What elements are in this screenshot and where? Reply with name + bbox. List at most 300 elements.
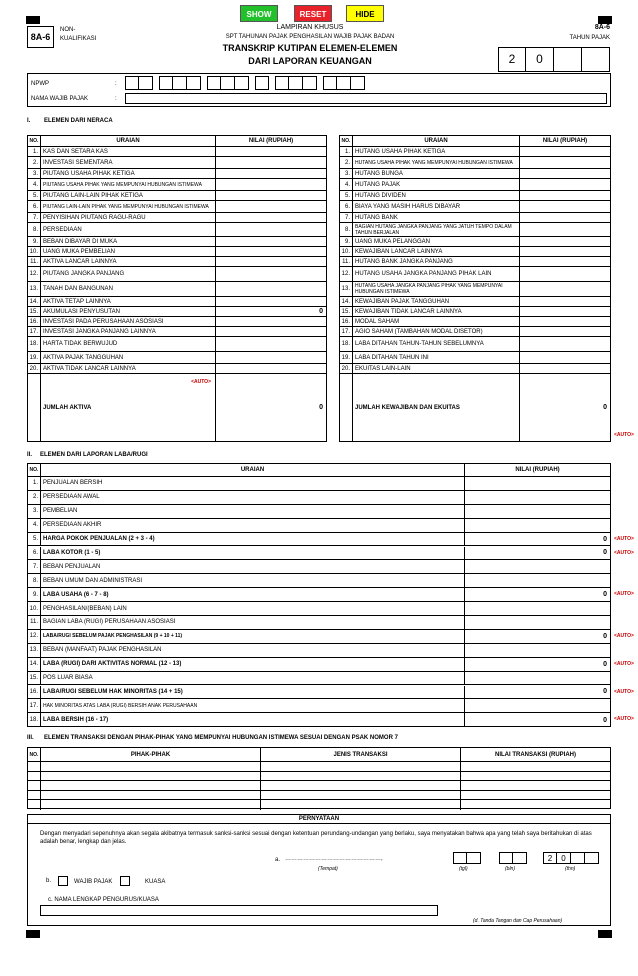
row-value-input[interactable] (520, 179, 610, 190)
row-value-input[interactable] (465, 644, 610, 657)
table-row (28, 364, 326, 374)
table-row (28, 713, 610, 727)
row-number: 3. (28, 169, 41, 178)
table-row (28, 699, 610, 713)
col-uraian: URAIAN (41, 136, 216, 146)
row-value-input[interactable]: 0 (603, 716, 607, 724)
row-number: 12. (28, 630, 41, 643)
row-value-input[interactable]: 0 (603, 535, 607, 543)
row-value-input[interactable] (465, 477, 610, 490)
row-label: AKTIVA LANCAR LAINNYA (41, 257, 216, 266)
row-value-input[interactable] (216, 247, 326, 256)
col-nilai: NILAI (RUPIAH) (542, 138, 588, 144)
row-number: 15. (340, 307, 353, 316)
row-label: HUTANG DIVIDEN (353, 191, 520, 200)
table-row (28, 658, 610, 672)
row-value-input[interactable] (520, 237, 610, 246)
row-number: 2. (28, 491, 41, 504)
col-no: NO. (28, 136, 41, 146)
row-label: MODAL SAHAM (353, 317, 520, 326)
row-label: LABA/RUGI SEBELUM PAJAK PENGHASILAN (9 + 10 + 11) (41, 630, 465, 643)
row-label: HUTANG USAHA PIHAK KETIGA (353, 147, 520, 156)
row-label: INVESTASI JANGKA PANJANG LAINNYA (41, 327, 216, 336)
row-number: 8. (28, 223, 41, 236)
row-value-input[interactable] (520, 201, 610, 212)
table-row (28, 533, 610, 547)
total-value: 0 (319, 404, 323, 411)
row-label: INVESTASI PADA PERUSAHAAN ASOSIASI (41, 317, 216, 326)
corner-mark (26, 16, 40, 24)
table-cell[interactable] (461, 800, 610, 810)
neraca-left-table (27, 135, 327, 442)
row-number: 1. (28, 477, 41, 490)
row-label: EKUITAS LAIN-LAIN (353, 364, 520, 373)
row-value-input[interactable] (216, 297, 326, 306)
row-label: KEWAJIBAN TIDAK LANCAR LAINNYA (353, 307, 520, 316)
row-label: HUTANG USAHA JANGKA PANJANG PIHAK YANG MEMPUNYAI HUBUNGAN ISTIMEWA (353, 282, 520, 296)
row-label: PIUTANG JANGKA PANJANG (41, 267, 216, 281)
table-cell[interactable] (41, 781, 261, 790)
table-row (28, 574, 610, 588)
row-value-input[interactable] (520, 282, 610, 296)
row-label: HAK MINORITAS ATAS LABA (RUGI) BERSIH ANAK PERUSAHAAN (41, 699, 465, 712)
table-cell[interactable] (261, 781, 461, 790)
row-label: BEBAN (MANFAAT) PAJAK PENGHASILAN (41, 644, 465, 657)
row-value-input[interactable]: 0 (603, 660, 607, 668)
col-pihak: PIHAK-PIHAK (41, 748, 261, 761)
table-row (340, 237, 610, 247)
table-cell[interactable] (28, 800, 41, 810)
row-label: KAS DAN SETARA KAS (41, 147, 216, 156)
row-value-input[interactable] (520, 147, 610, 156)
row-number: 6. (340, 201, 353, 212)
neraca-right-table (339, 135, 611, 442)
col-nilai: NILAI (RUPIAH) (515, 467, 560, 473)
year-digit-2[interactable]: 0 (526, 47, 554, 72)
table-cell[interactable] (41, 772, 261, 781)
row-label: HUTANG PAJAK (353, 179, 520, 190)
row-number: 5. (28, 191, 41, 200)
section2-roman: II. (27, 452, 33, 458)
row-number: 16. (28, 686, 41, 699)
labarugi-table (27, 463, 611, 727)
row-value-input[interactable] (520, 247, 610, 256)
table-row (340, 157, 610, 169)
row-number: 10. (28, 602, 41, 615)
row-label: INVESTASI SEMENTARA (41, 157, 216, 168)
table-row (28, 560, 610, 574)
row-label: HUTANG USAHA JANGKA PANJANG PIHAK LAIN (353, 267, 520, 281)
table-row (28, 147, 326, 157)
category-label: NON- KUALIFIKASI (60, 27, 97, 42)
table-row (340, 282, 610, 297)
row-value-input[interactable] (520, 337, 610, 351)
row-value-input[interactable] (216, 147, 326, 156)
row-value-input[interactable] (520, 257, 610, 266)
item-b: b. (46, 878, 52, 884)
table-row (28, 169, 326, 179)
row-value-input[interactable] (216, 352, 326, 363)
table-cell[interactable] (28, 791, 41, 800)
table-row (28, 588, 610, 602)
table-row (340, 307, 610, 317)
table-row (28, 519, 610, 533)
bln-field[interactable] (499, 852, 527, 864)
row-value-input[interactable] (216, 213, 326, 222)
row-label: LABA BERSIH (16 - 17) (41, 713, 465, 727)
row-number: 2. (340, 157, 353, 168)
row-label: LABA/RUGI SEBELUM HAK MINORITAS (14 + 15) (41, 686, 465, 699)
row-value-input[interactable] (465, 519, 610, 532)
table-row (28, 213, 326, 223)
table-row (340, 364, 610, 374)
row-value-input[interactable] (465, 505, 610, 518)
table-cell[interactable] (261, 762, 461, 771)
col-no: NO. (28, 464, 41, 476)
total-label: JUMLAH KEWAJIBAN DAN EKUITAS (355, 404, 460, 411)
row-number: 13. (28, 282, 41, 296)
table-row (28, 791, 610, 801)
table-row (28, 352, 326, 364)
row-value-input[interactable] (216, 237, 326, 246)
row-label: AKUMULASI PENYUSUTAN (41, 307, 216, 316)
row-label: HUTANG BUNGA (353, 169, 520, 178)
row-number: 6. (28, 547, 41, 560)
section3-title: ELEMEN TRANSAKSI DENGAN PIHAK-PIHAK YANG MEMPUNYAI HUBUNGAN ISTIMEWA SESUAI DENGAN PSAK NOMOR 7 (44, 735, 398, 741)
row-value-input[interactable] (520, 191, 610, 200)
table-cell[interactable] (461, 762, 610, 771)
row-value-input[interactable] (216, 191, 326, 200)
spt-label: SPT TAHUNAN PAJAK PENGHASILAN WAJIB PAJAK BADAN (225, 34, 395, 40)
row-label: POS LUAR BIASA (41, 672, 465, 685)
row-value-input[interactable] (520, 267, 610, 281)
row-label: LABA DITAHAN TAHUN-TAHUN SEBELUMNYA (353, 337, 520, 351)
year-digit-1[interactable]: 2 (498, 47, 526, 72)
nama-label: NAMA WAJIB PAJAK (31, 96, 89, 102)
table-cell[interactable] (28, 772, 41, 781)
row-number: 1. (28, 147, 41, 156)
page-title: TRANSKRIP KUTIPAN ELEMEN-ELEMEN (222, 43, 398, 53)
table-cell[interactable] (41, 762, 261, 771)
row-label: PERSEDIAAN AKHIR (41, 519, 465, 532)
row-number: 18. (28, 337, 41, 351)
table-row (340, 191, 610, 201)
table-row (28, 157, 326, 169)
row-value-input[interactable]: 0 (603, 549, 607, 557)
table-cell[interactable] (261, 800, 461, 810)
auto-tag: <AUTO> (191, 379, 211, 385)
col-uraian: URAIAN (353, 136, 520, 146)
row-value-input[interactable] (216, 169, 326, 178)
total-row (340, 374, 610, 441)
row-label: LABA (RUGI) DARI AKTIVITAS NORMAL (12 - 13) (41, 658, 465, 671)
table-row (340, 257, 610, 267)
tempat-dots[interactable]: …………………………………………, (285, 856, 383, 862)
row-value-input[interactable] (465, 574, 610, 587)
table-cell[interactable] (41, 800, 261, 810)
wajib-pajak-label: WAJIB PAJAK (74, 879, 113, 885)
row-number: 14. (28, 297, 41, 306)
row-value-input[interactable] (520, 223, 610, 236)
row-value-input[interactable] (216, 317, 326, 326)
row-value-input[interactable] (216, 282, 326, 296)
row-label: AGIO SAHAM (TAMBAHAN MODAL DISETOR) (353, 327, 520, 336)
row-value-input[interactable] (216, 157, 326, 168)
row-number: 9. (28, 237, 41, 246)
row-number: 15. (28, 672, 41, 685)
table-cell[interactable] (28, 762, 41, 771)
row-label: UANG MUKA PEMBELIAN (41, 247, 216, 256)
kuasa-checkbox[interactable] (120, 876, 130, 886)
total-row (28, 374, 326, 441)
row-label: AKTIVA PAJAK TANGGUHAN (41, 352, 216, 363)
row-value-input[interactable] (216, 337, 326, 351)
table-row (28, 223, 326, 237)
row-label: PIUTANG USAHA PIHAK KETIGA (41, 169, 216, 178)
row-value-input[interactable] (520, 213, 610, 222)
auto-tag: <AUTO> (614, 535, 634, 542)
auto-tag: <AUTO> (614, 549, 634, 556)
row-label: HARGA POKOK PENJUALAN (2 + 3 - 4) (41, 533, 465, 546)
tahun-pajak-label: TAHUN PAJAK (569, 35, 610, 41)
table-row (340, 223, 610, 237)
row-number: 11. (28, 616, 41, 629)
row-label: PENJUALAN BERSIH (41, 477, 465, 490)
row-label: BEBAN PENJUALAN (41, 560, 465, 573)
row-number: 5. (340, 191, 353, 200)
row-label: BAGIAN LABA (RUGI) PERUSAHAAN ASOSIASI (41, 616, 465, 629)
section1-roman: I. (27, 118, 31, 124)
row-value-input[interactable] (216, 179, 326, 190)
row-number: 19. (340, 352, 353, 363)
table-row (28, 247, 326, 257)
table-cell[interactable] (261, 772, 461, 781)
row-number: 14. (340, 297, 353, 306)
section3-roman: III. (27, 735, 34, 741)
row-label: LABA DITAHAN TAHUN INI (353, 352, 520, 363)
row-label: LABA USAHA (6 - 7 - 8) (41, 588, 465, 601)
row-number: 15. (28, 307, 41, 316)
row-number: 4. (28, 179, 41, 190)
row-value-input[interactable] (520, 157, 610, 168)
npwp-colon: : (115, 81, 117, 87)
table-cell[interactable] (28, 781, 41, 790)
table-row (28, 317, 326, 327)
table-row (340, 352, 610, 364)
row-number: 10. (340, 247, 353, 256)
thn-caption: (thn) (565, 866, 576, 872)
row-value-input[interactable] (216, 327, 326, 336)
row-value-input[interactable]: 0 (319, 308, 323, 315)
row-value-input[interactable] (465, 699, 610, 712)
row-label: LABA KOTOR (1 - 5) (41, 547, 465, 560)
table-row (28, 237, 326, 247)
row-value-input[interactable] (520, 364, 610, 373)
row-value-input[interactable]: 0 (603, 688, 607, 696)
table-row (340, 147, 610, 157)
row-value-input[interactable] (216, 201, 326, 212)
table-cell[interactable] (461, 791, 610, 800)
section1-title: ELEMEN DARI NERACA (44, 118, 113, 124)
row-label: TANAH DAN BANGUNAN (41, 282, 216, 296)
row-label: HARTA TIDAK BERWUJUD (41, 337, 216, 351)
thn-field[interactable]: 2 0 (543, 852, 599, 864)
section2-title: ELEMEN DARI LAPORAN LABA/RUGI (40, 452, 148, 458)
row-label: AKTIVA TETAP LAINNYA (41, 297, 216, 306)
row-value-input[interactable] (520, 307, 610, 316)
table-row (28, 491, 610, 505)
row-value-input[interactable] (216, 267, 326, 281)
col-no: NO. (340, 136, 353, 146)
table-row (28, 179, 326, 191)
row-number: 10. (28, 247, 41, 256)
item-c-label: c. NAMA LENGKAP PENGURUS/KUASA (48, 897, 159, 903)
year-digit-3[interactable] (554, 47, 582, 72)
tempat-caption: (Tempat) (318, 866, 338, 872)
table-row (28, 672, 610, 686)
lampiran-label: LAMPIRAN KHUSUS (276, 24, 344, 31)
table-row (28, 282, 326, 297)
row-number: 9. (28, 588, 41, 601)
reset-button[interactable]: RESET (294, 5, 332, 22)
row-number: 6. (28, 201, 41, 212)
row-label: HUTANG USAHA PIHAK YANG MEMPUNYAI HUBUNGAN ISTIMEWA (353, 157, 520, 168)
table-cell[interactable] (261, 791, 461, 800)
row-value-input[interactable]: 0 (603, 632, 607, 640)
year-digit-4[interactable] (582, 47, 610, 72)
row-label: AKTIVA TIDAK LANCAR LAINNYA (41, 364, 216, 373)
row-number: 18. (28, 713, 41, 727)
row-number: 5. (28, 533, 41, 546)
row-number: 14. (28, 658, 41, 671)
row-number: 16. (28, 317, 41, 326)
row-number: 9. (340, 237, 353, 246)
tgl-caption: (tgl) (459, 866, 468, 872)
statement-title-bar: PERNYATAAN (28, 815, 610, 824)
nama-colon: : (115, 96, 117, 102)
row-number: 3. (340, 169, 353, 178)
row-label: PERSEDIAAN AWAL (41, 491, 465, 504)
row-value-input[interactable] (520, 297, 610, 306)
statement-section (27, 814, 611, 926)
row-number: 4. (28, 519, 41, 532)
table-row (28, 257, 326, 267)
row-value-input[interactable]: 0 (603, 591, 607, 599)
transaksi-table (27, 747, 611, 809)
row-label: PIUTANG USAHA PIHAK YANG MEMPUNYAI HUBUNGAN ISTIMEWA (41, 179, 216, 190)
auto-tag: <AUTO> (614, 432, 634, 438)
table-row (28, 630, 610, 644)
row-number: 7. (28, 213, 41, 222)
table-row (28, 267, 326, 282)
row-label: HUTANG BANK JANGKA PANJANG (353, 257, 520, 266)
table-cell[interactable] (461, 772, 610, 781)
table-row (340, 213, 610, 223)
table-row (340, 179, 610, 191)
row-number: 13. (28, 644, 41, 657)
row-number: 17. (28, 699, 41, 712)
row-number: 4. (340, 179, 353, 190)
row-label: UANG MUKA PELANGGAN (353, 237, 520, 246)
row-value-input[interactable] (465, 560, 610, 573)
table-row (28, 762, 610, 772)
nama-field[interactable] (125, 93, 607, 104)
signature-caption: (d. Tanda Tangan dan Cap Perusahaan) (473, 918, 563, 924)
wajib-pajak-checkbox[interactable] (58, 876, 68, 886)
auto-tag: <AUTO> (614, 716, 634, 723)
table-row (28, 307, 326, 317)
tgl-field[interactable] (453, 852, 481, 864)
table-row (28, 772, 610, 782)
row-value-input[interactable] (216, 223, 326, 236)
table-row (340, 337, 610, 352)
table-row (28, 686, 610, 700)
row-number: 17. (28, 327, 41, 336)
row-value-input[interactable] (465, 616, 610, 629)
table-cell[interactable] (461, 781, 610, 790)
row-number: 11. (340, 257, 353, 266)
row-value-input[interactable] (216, 257, 326, 266)
row-value-input[interactable] (520, 169, 610, 178)
row-value-input[interactable] (520, 327, 610, 336)
row-value-input[interactable] (216, 364, 326, 373)
total-label: JUMLAH AKTIVA (43, 404, 92, 411)
table-row (28, 191, 326, 201)
table-row (28, 327, 326, 337)
npwp-field[interactable] (125, 76, 365, 90)
table-row (340, 327, 610, 337)
statement-text: Dengan menyadari sepenuhnya akan segala akibatnya termasuk sanksi-sanksi sesuai dengan ketentuan perundang-undangan yang berlaku, saya menyatakan bahwa apa yang telah saya beritahukan di atas adalah benar, lengkap dan jelas. (40, 831, 592, 845)
page-subtitle: DARI LAPORAN KEUANGAN (248, 56, 372, 66)
row-number: 1. (340, 147, 353, 156)
auto-tag: <AUTO> (614, 591, 634, 598)
row-label: BIAYA YANG MASIH HARUS DIBAYAR (353, 201, 520, 212)
row-value-input[interactable] (465, 602, 610, 615)
table-row (28, 477, 610, 491)
row-label: PEMBELIAN (41, 505, 465, 518)
row-number: 20. (340, 364, 353, 373)
row-value-input[interactable] (465, 672, 610, 685)
row-number: 7. (28, 560, 41, 573)
row-value-input[interactable] (520, 352, 610, 363)
bln-caption: (bln) (505, 866, 516, 872)
row-number: 2. (28, 157, 41, 168)
table-row (28, 602, 610, 616)
hide-button[interactable]: HIDE (346, 5, 384, 22)
item-a: a. (275, 857, 281, 863)
form-code-right: 8A-6 (594, 24, 610, 31)
row-value-input[interactable] (465, 491, 610, 504)
row-label: PIUTANG LAIN-LAIN PIHAK YANG MEMPUNYAI HUBUNGAN ISTIMEWA (41, 201, 216, 212)
row-number: 18. (340, 337, 353, 351)
nama-pengurus-field[interactable] (40, 905, 438, 916)
table-cell[interactable] (41, 791, 261, 800)
row-number: 16. (340, 317, 353, 326)
table-row (28, 505, 610, 519)
row-value-input[interactable] (520, 317, 610, 326)
col-jenis: JENIS TRANSAKSI (261, 748, 461, 761)
table-row (28, 800, 610, 810)
row-label: HUTANG BANK (353, 213, 520, 222)
row-label: BEBAN UMUM DAN ADMINISTRASI (41, 574, 465, 587)
show-button[interactable]: SHOW (240, 5, 278, 22)
corner-mark (26, 930, 40, 938)
corner-mark (598, 16, 612, 24)
kuasa-label: KUASA (145, 879, 166, 885)
col-uraian: URAIAN (41, 464, 465, 476)
table-row (340, 267, 610, 282)
row-number: 17. (340, 327, 353, 336)
